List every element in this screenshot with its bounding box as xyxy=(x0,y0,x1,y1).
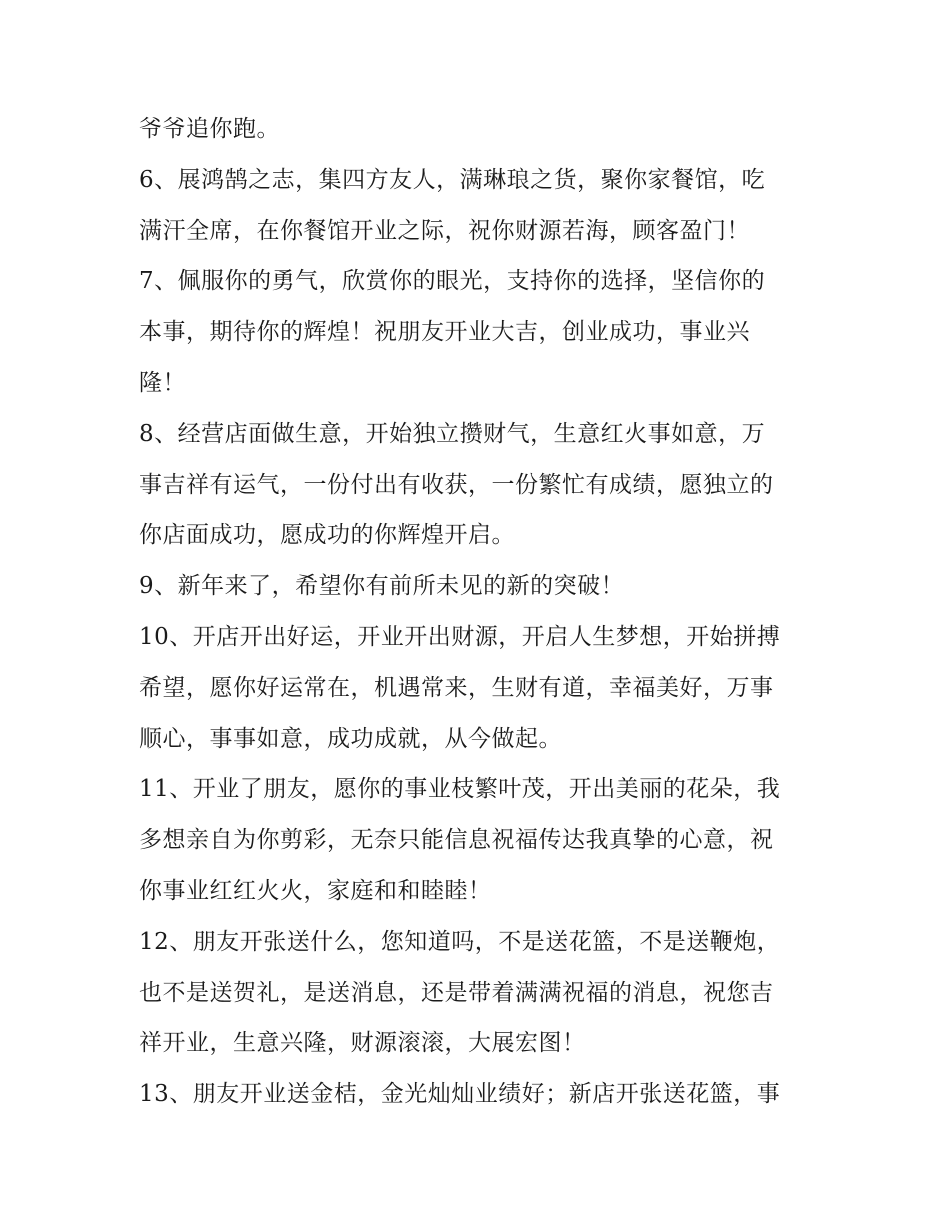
text-line: 多想亲自为你剪彩，无奈只能信息祝福传达我真挚的心意，祝 xyxy=(139,827,774,854)
text-line: 7、佩服你的勇气，欣赏你的眼光，支持你的选择，坚信你的 xyxy=(139,268,766,295)
paragraph-item-11 xyxy=(139,764,819,916)
text-line: 你事业红红火火，家庭和和睦睦！ xyxy=(139,877,492,904)
text-line: 爷爷追你跑。 xyxy=(139,116,280,142)
paragraph-item-9 xyxy=(139,561,819,612)
paragraph-item-6 xyxy=(139,155,819,257)
text-line: 祥开业，生意兴隆，财源滚滚，大展宏图！ xyxy=(139,1030,586,1057)
paragraph-item-12 xyxy=(139,917,819,1069)
text-line: 隆！ xyxy=(139,369,186,396)
paragraph-continuation xyxy=(139,104,819,155)
document-body xyxy=(139,104,819,1120)
text-line: 也不是送贺礼，是送消息，还是带着满满祝福的消息，祝您吉 xyxy=(139,979,774,1006)
text-line: 满汗全席，在你餐馆开业之际，祝你财源若海，顾客盈门！ xyxy=(139,217,750,244)
text-line: 顺心，事事如意，成功成就，从今做起。 xyxy=(139,725,562,752)
text-line: 你店面成功，愿成功的你辉煌开启。 xyxy=(139,522,515,549)
paragraph-item-10 xyxy=(139,612,819,764)
text-line: 13、朋友开业送金桔，金光灿灿业绩好；新店开张送花篮，事 xyxy=(139,1081,781,1108)
paragraph-item-8 xyxy=(139,409,819,561)
text-line: 10、开店开出好运，开业开出财源，开启人生梦想，开始拼搏 xyxy=(139,623,781,650)
text-line: 本事，期待你的辉煌！祝朋友开业大吉，创业成功，事业兴 xyxy=(139,319,750,346)
text-line: 希望，愿你好运常在，机遇常来，生财有道，幸福美好，万事 xyxy=(139,674,774,701)
text-line: 11、开业了朋友，愿你的事业枝繁叶茂，开出美丽的花朵，我 xyxy=(139,776,781,803)
text-line: 9、新年来了，希望你有前所未见的新的突破！ xyxy=(139,573,625,600)
paragraph-item-13 xyxy=(139,1069,819,1120)
paragraph-item-7 xyxy=(139,256,819,408)
text-line: 事吉祥有运气，一份付出有收获，一份繁忙有成绩，愿独立的 xyxy=(139,471,774,498)
text-line: 12、朋友开张送什么，您知道吗，不是送花篮，不是送鞭炮， xyxy=(139,928,781,955)
text-line: 6、展鸿鹄之志，集四方友人，满琳琅之货，聚你家餐馆，吃 xyxy=(139,166,766,193)
text-line: 8、经营店面做生意，开始独立攒财气，生意红火事如意，万 xyxy=(139,420,766,447)
